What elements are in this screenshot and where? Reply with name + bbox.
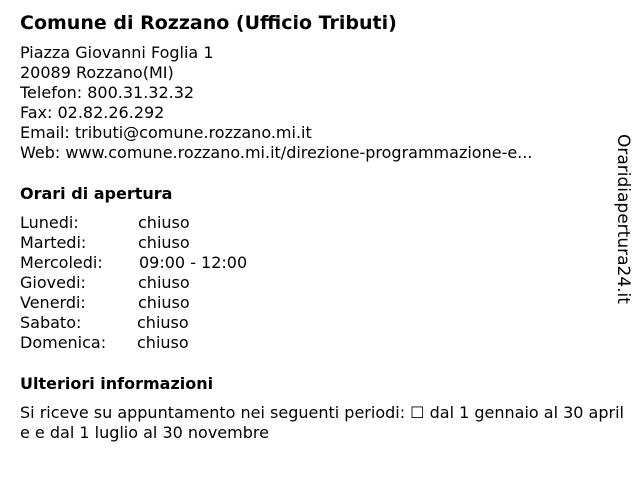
day-label: Lunedi:: [20, 213, 79, 232]
site-watermark: Oraridiapertura24.it: [613, 134, 633, 304]
day-label: Giovedi:: [20, 273, 86, 292]
web-line: Web: www.comune.rozzano.mi.it/direzione-programmazione-e...: [20, 143, 533, 162]
address-line-1: Piazza Giovanni Foglia 1: [20, 43, 214, 62]
further-info-text: Si riceve su appuntamento nei seguenti periodi: ☐ dal 1 gennaio al 30 aprile e dal 1 luglio al 30 novembre: [20, 403, 624, 442]
email-line: Email: tributi@comune.rozzano.mi.it: [20, 123, 312, 142]
day-label: Mercoledi:: [20, 253, 103, 272]
opening-hours-heading: Orari di apertura: [20, 184, 173, 203]
day-label: Sabato:: [20, 313, 82, 332]
day-label: Venerdi:: [20, 293, 86, 312]
hours-value: chiuso: [138, 213, 190, 232]
address-line-2: 20089 Rozzano(MI): [20, 63, 174, 82]
fax-line: Fax: 02.82.26.292: [20, 103, 165, 122]
hours-value: chiuso: [138, 233, 190, 252]
further-info-heading: Ulteriori informazioni: [20, 374, 214, 393]
hours-value: 09:00 - 12:00: [139, 253, 248, 272]
phone-line: Telefon: 800.31.32.32: [20, 83, 195, 102]
day-label: Martedi:: [20, 233, 87, 252]
hours-value: chiuso: [138, 273, 190, 292]
hours-value: chiuso: [137, 313, 189, 332]
hours-value: chiuso: [137, 333, 189, 352]
day-label: Domenica:: [20, 333, 107, 352]
hours-value: chiuso: [138, 293, 190, 312]
page-title: Comune di Rozzano (Ufficio Tributi): [20, 12, 397, 34]
contact-block: [20, 43, 532, 163]
